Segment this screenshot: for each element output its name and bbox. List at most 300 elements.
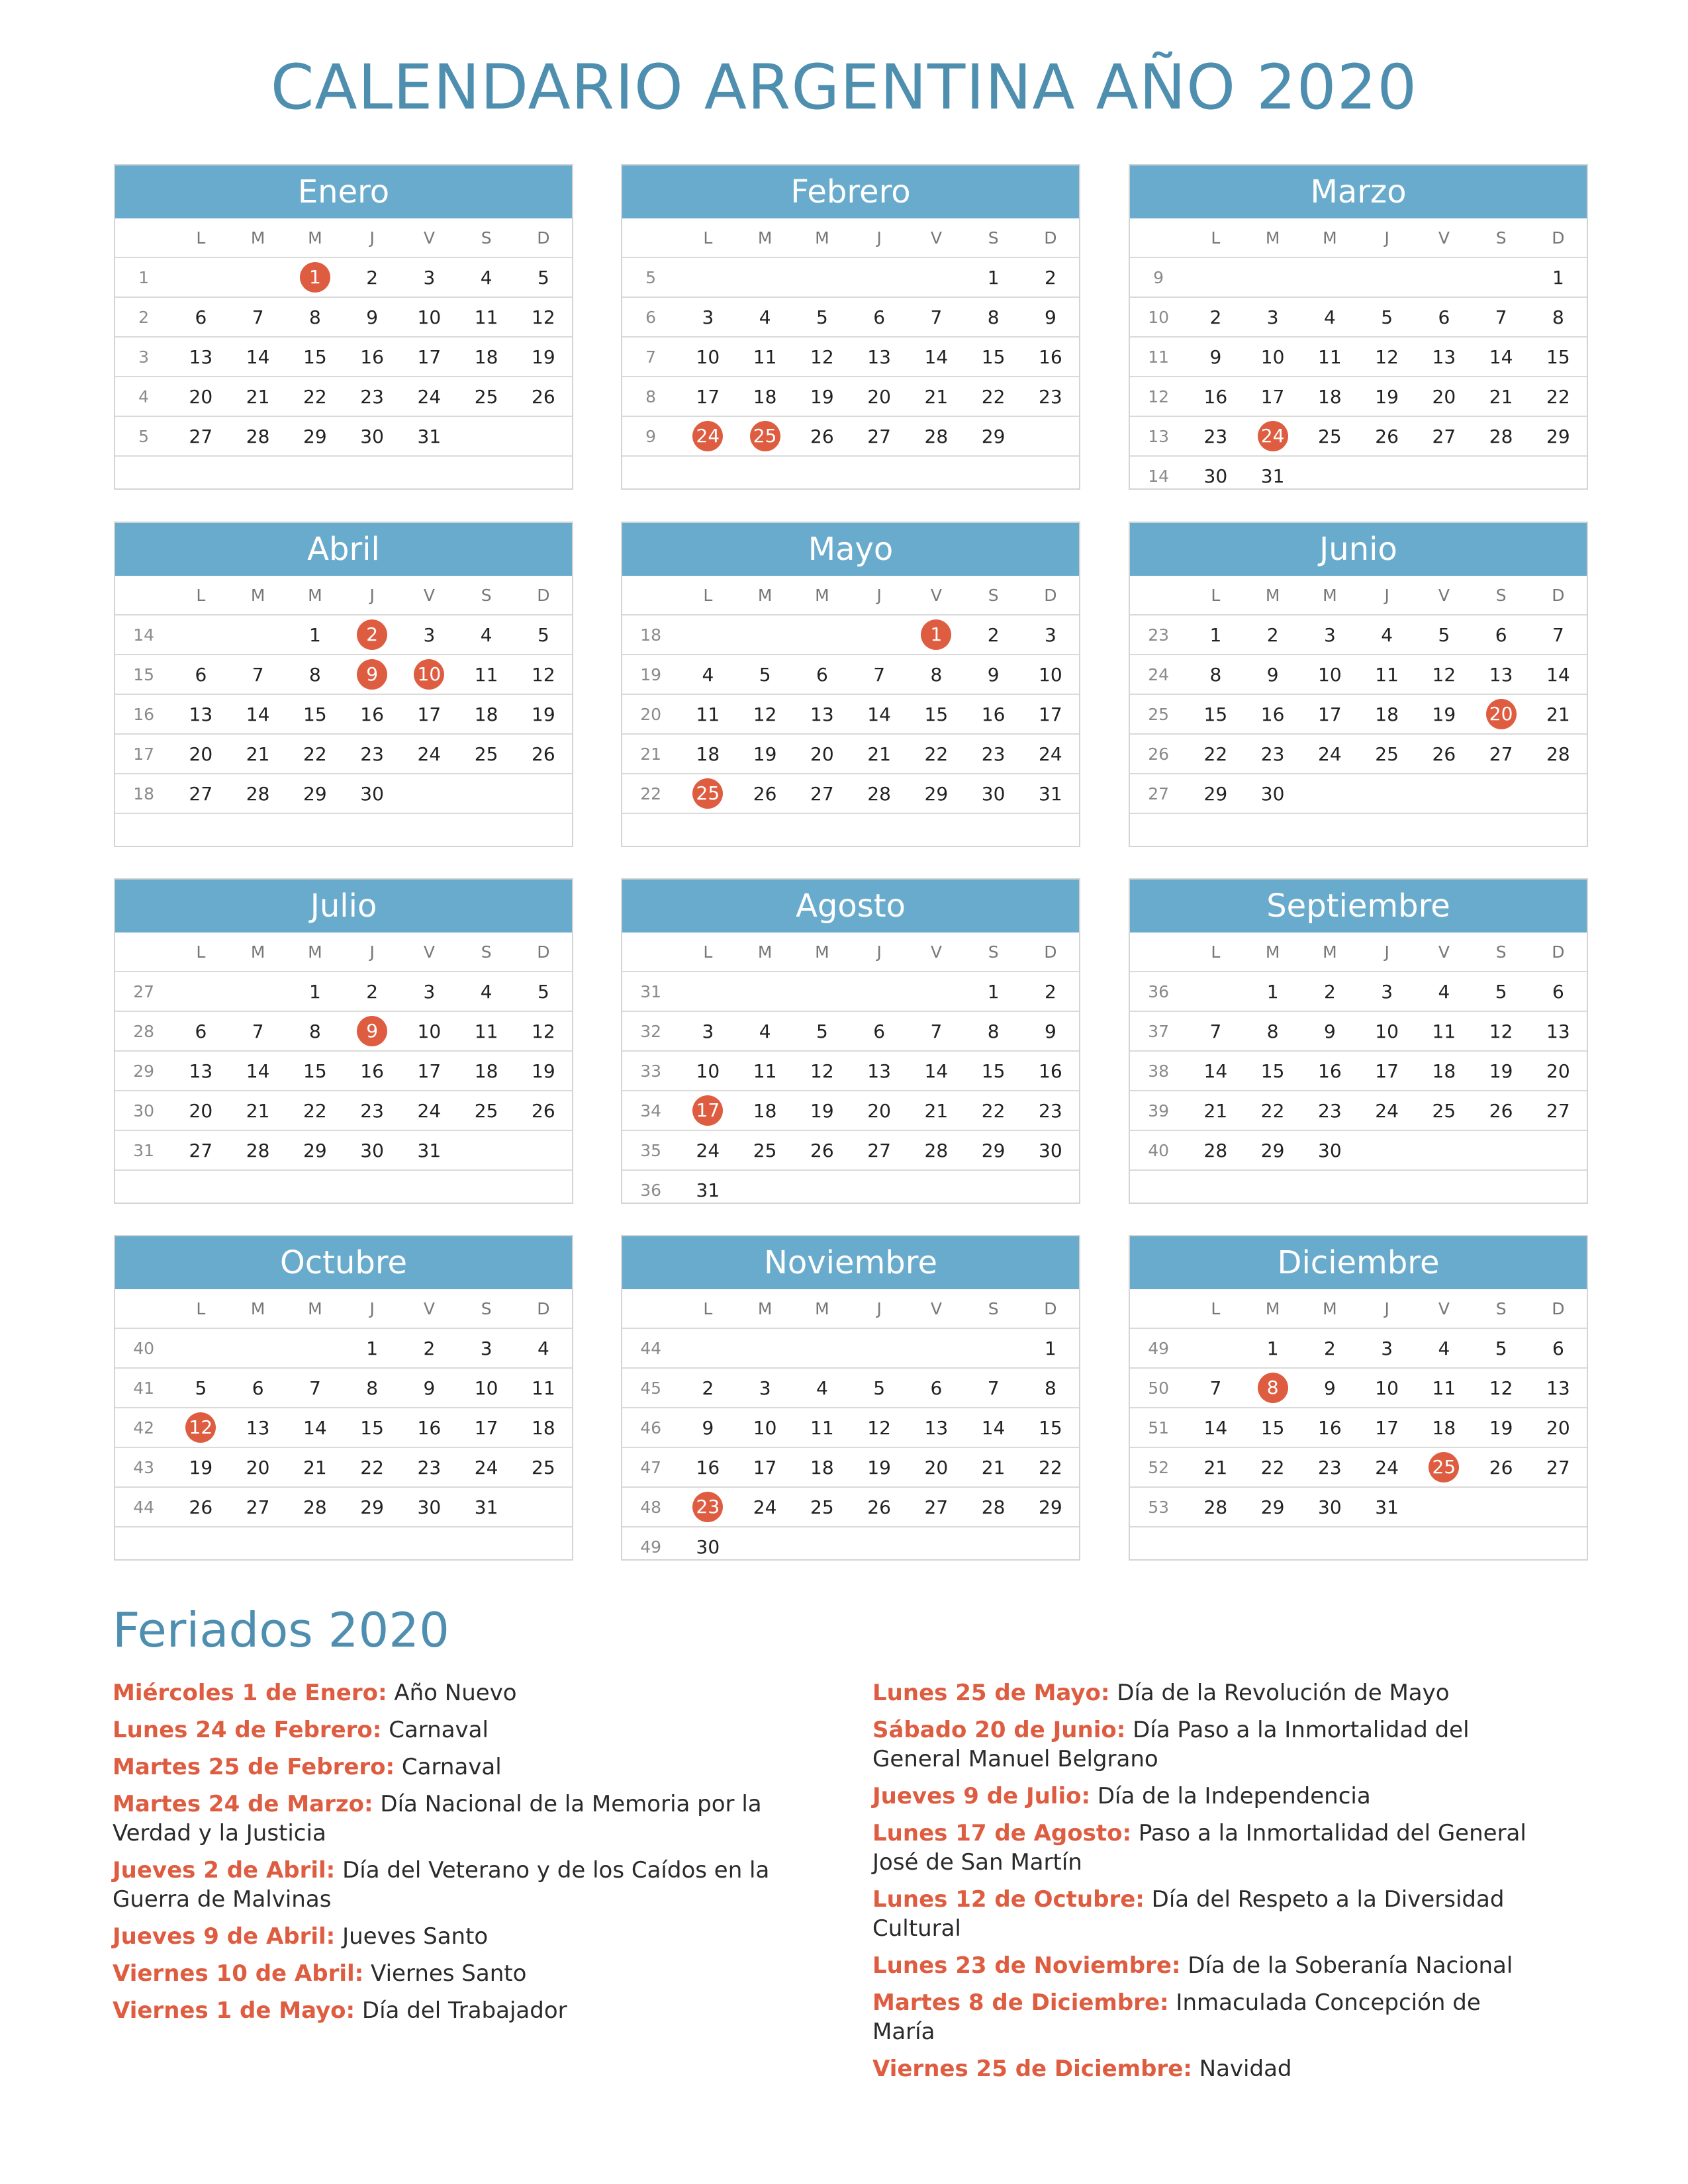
day-cell bbox=[400, 456, 457, 495]
day-cell: 9 bbox=[344, 297, 400, 337]
week-number: 33 bbox=[622, 1051, 679, 1091]
day-cell: 25 bbox=[458, 1091, 515, 1130]
week-number: 16 bbox=[115, 694, 172, 734]
weekday-header-row bbox=[1130, 218, 1587, 257]
day-cell: 7 bbox=[1187, 1011, 1244, 1051]
day-cell: 24 bbox=[400, 1091, 457, 1130]
day-cell: 15 bbox=[1187, 694, 1244, 734]
day-cell: 15 bbox=[1244, 1408, 1301, 1447]
holiday-marker: 23 bbox=[692, 1492, 723, 1522]
weekday-label: D bbox=[1530, 576, 1587, 615]
holiday-marker: 24 bbox=[692, 421, 723, 451]
weekday-label: J bbox=[1358, 933, 1415, 972]
day-cell: 12 bbox=[1473, 1011, 1530, 1051]
day-cell: 6 bbox=[1473, 615, 1530, 655]
feriado-date: Martes 24 de Marzo: bbox=[113, 1791, 373, 1817]
week-row bbox=[115, 1368, 572, 1408]
day-cell: 26 bbox=[515, 1091, 572, 1130]
week-number-header bbox=[115, 218, 172, 257]
day-cell: 26 bbox=[851, 1487, 908, 1527]
week-number: 26 bbox=[1130, 734, 1187, 774]
day-cell bbox=[172, 615, 229, 655]
week-row bbox=[1130, 615, 1587, 655]
day-cell: 5 bbox=[172, 1368, 229, 1408]
day-cell: 18 bbox=[737, 377, 794, 416]
week-row bbox=[115, 456, 572, 495]
day-cell: 12 bbox=[1415, 655, 1472, 694]
day-cell: 8 bbox=[287, 1011, 344, 1051]
week-row bbox=[622, 1408, 1079, 1447]
day-cell bbox=[851, 615, 908, 655]
day-cell: 5 bbox=[794, 1011, 851, 1051]
feriado-item bbox=[113, 1678, 774, 1707]
week-row bbox=[1130, 1170, 1587, 1209]
day-cell bbox=[344, 1170, 400, 1209]
month-table bbox=[115, 1289, 572, 1566]
day-cell bbox=[1301, 1170, 1358, 1209]
week-number bbox=[622, 456, 679, 495]
week-row bbox=[1130, 416, 1587, 456]
day-cell: 22 bbox=[908, 734, 964, 774]
weekday-label: S bbox=[965, 933, 1022, 972]
week-row bbox=[1130, 337, 1587, 377]
day-cell: 12 bbox=[737, 694, 794, 734]
day-cell: 23 bbox=[344, 1091, 400, 1130]
day-cell bbox=[908, 1527, 964, 1566]
day-cell bbox=[679, 972, 736, 1011]
day-cell: 18 bbox=[737, 1091, 794, 1130]
day-cell: 19 bbox=[851, 1447, 908, 1487]
day-cell bbox=[1415, 1447, 1472, 1487]
week-number: 34 bbox=[622, 1091, 679, 1130]
day-cell: 14 bbox=[230, 337, 287, 377]
week-row bbox=[1130, 1130, 1587, 1170]
weekday-label: L bbox=[679, 1289, 736, 1328]
day-cell: 29 bbox=[1022, 1487, 1079, 1527]
day-cell: 20 bbox=[908, 1447, 964, 1487]
weekday-label: S bbox=[1473, 933, 1530, 972]
day-cell bbox=[1473, 1170, 1530, 1209]
day-cell: 31 bbox=[1358, 1487, 1415, 1527]
day-cell bbox=[679, 416, 736, 456]
feriado-date: Viernes 10 de Abril: bbox=[113, 1960, 364, 1987]
week-number-header bbox=[622, 933, 679, 972]
day-cell: 5 bbox=[737, 655, 794, 694]
weekday-label: V bbox=[908, 1289, 964, 1328]
day-cell: 16 bbox=[344, 337, 400, 377]
day-cell: 16 bbox=[344, 694, 400, 734]
week-row bbox=[115, 416, 572, 456]
week-number-header bbox=[1130, 933, 1187, 972]
day-cell: 30 bbox=[344, 1130, 400, 1170]
week-number bbox=[115, 1527, 172, 1566]
week-number-header bbox=[1130, 218, 1187, 257]
day-cell: 13 bbox=[908, 1408, 964, 1447]
month-febrero bbox=[621, 164, 1080, 490]
day-cell: 14 bbox=[965, 1408, 1022, 1447]
day-cell: 21 bbox=[230, 377, 287, 416]
day-cell: 19 bbox=[794, 1091, 851, 1130]
feriado-date: Jueves 9 de Julio: bbox=[872, 1783, 1091, 1809]
week-row bbox=[115, 972, 572, 1011]
day-cell: 3 bbox=[737, 1368, 794, 1408]
day-cell bbox=[794, 615, 851, 655]
feriado-name: Día Nacional de la Memoria por la Verdad y la Justicia bbox=[113, 1791, 762, 1846]
day-cell: 13 bbox=[1530, 1368, 1587, 1408]
day-cell: 12 bbox=[1358, 337, 1415, 377]
week-row bbox=[115, 1091, 572, 1130]
feriado-name: Navidad bbox=[1192, 2056, 1292, 2082]
day-cell: 22 bbox=[1244, 1091, 1301, 1130]
week-number-header bbox=[115, 576, 172, 615]
week-number-header bbox=[115, 1289, 172, 1328]
week-row bbox=[1130, 972, 1587, 1011]
weekday-label: M bbox=[230, 218, 287, 257]
day-cell: 23 bbox=[344, 377, 400, 416]
feriado-name: Jueves Santo bbox=[335, 1923, 489, 1950]
day-cell: 22 bbox=[287, 1091, 344, 1130]
day-cell: 9 bbox=[1301, 1011, 1358, 1051]
day-cell bbox=[851, 1527, 908, 1566]
weekday-label: S bbox=[1473, 218, 1530, 257]
weekday-label: J bbox=[344, 576, 400, 615]
weekday-label: L bbox=[172, 933, 229, 972]
month-name: Octubre bbox=[115, 1236, 572, 1289]
page-title: CALENDARIO ARGENTINA AÑO 2020 bbox=[270, 52, 1418, 124]
day-cell: 25 bbox=[458, 734, 515, 774]
day-cell bbox=[1530, 1487, 1587, 1527]
weekday-label: S bbox=[458, 576, 515, 615]
month-abril bbox=[114, 522, 573, 847]
feriado-item bbox=[872, 1885, 1534, 1943]
month-table bbox=[1130, 933, 1587, 1209]
weekday-header-row bbox=[115, 218, 572, 257]
day-cell bbox=[737, 416, 794, 456]
week-row bbox=[622, 1368, 1079, 1408]
week-number: 21 bbox=[622, 734, 679, 774]
day-cell: 27 bbox=[1473, 734, 1530, 774]
feriado-item bbox=[113, 1790, 774, 1848]
day-cell: 16 bbox=[1301, 1408, 1358, 1447]
day-cell bbox=[230, 1170, 287, 1209]
day-cell: 10 bbox=[458, 1368, 515, 1408]
day-cell: 21 bbox=[1473, 377, 1530, 416]
day-cell: 25 bbox=[794, 1487, 851, 1527]
week-row bbox=[115, 615, 572, 655]
day-cell: 13 bbox=[1415, 337, 1472, 377]
day-cell bbox=[287, 1328, 344, 1368]
day-cell bbox=[1473, 694, 1530, 734]
day-cell: 16 bbox=[1244, 694, 1301, 734]
day-cell bbox=[794, 456, 851, 495]
day-cell bbox=[1473, 1130, 1530, 1170]
day-cell: 4 bbox=[515, 1328, 572, 1368]
week-number: 27 bbox=[1130, 774, 1187, 813]
day-cell: 1 bbox=[1244, 972, 1301, 1011]
day-cell bbox=[1301, 774, 1358, 813]
day-cell: 17 bbox=[400, 1051, 457, 1091]
feriados-title: Feriados 2020 bbox=[113, 1602, 449, 1658]
day-cell bbox=[400, 1527, 457, 1566]
weekday-label: S bbox=[965, 576, 1022, 615]
day-cell: 15 bbox=[1244, 1051, 1301, 1091]
day-cell: 21 bbox=[1187, 1091, 1244, 1130]
day-cell: 14 bbox=[1473, 337, 1530, 377]
holiday-marker: 12 bbox=[185, 1412, 216, 1443]
day-cell: 11 bbox=[515, 1368, 572, 1408]
month-agosto bbox=[621, 878, 1080, 1204]
day-cell bbox=[851, 1170, 908, 1209]
holiday-marker: 25 bbox=[1429, 1452, 1459, 1482]
day-cell: 11 bbox=[458, 297, 515, 337]
week-row bbox=[622, 456, 1079, 495]
weekday-label: M bbox=[1301, 576, 1358, 615]
day-cell: 16 bbox=[965, 694, 1022, 734]
day-cell: 8 bbox=[965, 297, 1022, 337]
weekday-label: M bbox=[1301, 218, 1358, 257]
week-number: 37 bbox=[1130, 1011, 1187, 1051]
day-cell: 15 bbox=[908, 694, 964, 734]
day-cell: 26 bbox=[515, 377, 572, 416]
day-cell bbox=[737, 1328, 794, 1368]
day-cell bbox=[679, 813, 736, 852]
day-cell: 7 bbox=[230, 655, 287, 694]
week-row bbox=[1130, 377, 1587, 416]
day-cell bbox=[965, 1328, 1022, 1368]
feriado-item bbox=[113, 1856, 774, 1914]
day-cell: 25 bbox=[515, 1447, 572, 1487]
week-row bbox=[622, 416, 1079, 456]
day-cell bbox=[737, 257, 794, 297]
day-cell: 1 bbox=[1022, 1328, 1079, 1368]
day-cell bbox=[794, 1170, 851, 1209]
week-row bbox=[115, 1487, 572, 1527]
week-number: 24 bbox=[1130, 655, 1187, 694]
week-number: 13 bbox=[1130, 416, 1187, 456]
day-cell: 20 bbox=[851, 1091, 908, 1130]
day-cell: 8 bbox=[344, 1368, 400, 1408]
weekday-label: L bbox=[172, 576, 229, 615]
day-cell bbox=[1187, 813, 1244, 852]
weekday-label: M bbox=[1244, 933, 1301, 972]
weekday-label: M bbox=[794, 576, 851, 615]
holiday-marker: 1 bbox=[300, 262, 330, 293]
day-cell: 2 bbox=[1022, 257, 1079, 297]
day-cell bbox=[230, 456, 287, 495]
weekday-label: J bbox=[851, 933, 908, 972]
day-cell bbox=[1022, 416, 1079, 456]
day-cell: 4 bbox=[794, 1368, 851, 1408]
day-cell: 3 bbox=[400, 615, 457, 655]
day-cell bbox=[679, 1091, 736, 1130]
day-cell bbox=[965, 1527, 1022, 1566]
day-cell: 23 bbox=[1022, 1091, 1079, 1130]
day-cell bbox=[1301, 456, 1358, 495]
week-row bbox=[1130, 1328, 1587, 1368]
day-cell: 29 bbox=[344, 1487, 400, 1527]
day-cell: 16 bbox=[344, 1051, 400, 1091]
day-cell: 1 bbox=[287, 615, 344, 655]
day-cell: 1 bbox=[965, 257, 1022, 297]
week-row bbox=[622, 377, 1079, 416]
day-cell: 10 bbox=[400, 1011, 457, 1051]
day-cell: 26 bbox=[515, 734, 572, 774]
weekday-label: L bbox=[172, 218, 229, 257]
week-row bbox=[622, 615, 1079, 655]
week-row bbox=[1130, 1408, 1587, 1447]
day-cell: 6 bbox=[851, 297, 908, 337]
week-row bbox=[1130, 694, 1587, 734]
day-cell: 27 bbox=[851, 416, 908, 456]
weekday-label: L bbox=[1187, 933, 1244, 972]
day-cell bbox=[344, 813, 400, 852]
day-cell: 19 bbox=[794, 377, 851, 416]
day-cell: 24 bbox=[1358, 1091, 1415, 1130]
day-cell: 29 bbox=[287, 416, 344, 456]
day-cell: 6 bbox=[230, 1368, 287, 1408]
weekday-label: L bbox=[679, 933, 736, 972]
feriado-date: Martes 8 de Diciembre: bbox=[872, 1989, 1169, 2016]
day-cell: 24 bbox=[400, 734, 457, 774]
day-cell bbox=[230, 1328, 287, 1368]
month-name: Agosto bbox=[622, 880, 1079, 933]
day-cell bbox=[230, 972, 287, 1011]
day-cell: 18 bbox=[794, 1447, 851, 1487]
day-cell bbox=[737, 1527, 794, 1566]
holiday-marker: 9 bbox=[357, 659, 387, 690]
day-cell bbox=[737, 972, 794, 1011]
day-cell: 30 bbox=[965, 774, 1022, 813]
day-cell: 3 bbox=[400, 972, 457, 1011]
day-cell: 21 bbox=[1530, 694, 1587, 734]
day-cell: 29 bbox=[908, 774, 964, 813]
day-cell: 22 bbox=[965, 377, 1022, 416]
month-table bbox=[622, 576, 1079, 852]
weekday-label: J bbox=[1358, 576, 1415, 615]
day-cell: 18 bbox=[458, 337, 515, 377]
day-cell: 5 bbox=[1358, 297, 1415, 337]
month-table bbox=[115, 218, 572, 495]
week-number: 23 bbox=[1130, 615, 1187, 655]
day-cell bbox=[965, 813, 1022, 852]
day-cell: 6 bbox=[1415, 297, 1472, 337]
weekday-label: D bbox=[515, 576, 572, 615]
day-cell bbox=[172, 1408, 229, 1447]
day-cell: 7 bbox=[908, 1011, 964, 1051]
day-cell bbox=[1358, 813, 1415, 852]
day-cell: 10 bbox=[1301, 655, 1358, 694]
day-cell bbox=[679, 1487, 736, 1527]
weekday-label: V bbox=[908, 933, 964, 972]
day-cell: 17 bbox=[1301, 694, 1358, 734]
week-number: 40 bbox=[115, 1328, 172, 1368]
month-noviembre bbox=[621, 1235, 1080, 1561]
week-number bbox=[1130, 1170, 1187, 1209]
day-cell: 8 bbox=[1187, 655, 1244, 694]
feriado-date: Sábado 20 de Junio: bbox=[872, 1717, 1126, 1743]
day-cell: 24 bbox=[679, 1130, 736, 1170]
week-number: 38 bbox=[1130, 1051, 1187, 1091]
week-number: 10 bbox=[1130, 297, 1187, 337]
weekday-label: M bbox=[287, 218, 344, 257]
day-cell: 20 bbox=[1530, 1051, 1587, 1091]
day-cell: 18 bbox=[1415, 1051, 1472, 1091]
day-cell: 1 bbox=[1187, 615, 1244, 655]
day-cell: 15 bbox=[1022, 1408, 1079, 1447]
day-cell bbox=[1244, 257, 1301, 297]
day-cell: 22 bbox=[1187, 734, 1244, 774]
day-cell bbox=[1187, 972, 1244, 1011]
day-cell bbox=[1415, 1170, 1472, 1209]
day-cell: 1 bbox=[1530, 257, 1587, 297]
week-row bbox=[115, 734, 572, 774]
day-cell: 9 bbox=[400, 1368, 457, 1408]
day-cell: 6 bbox=[908, 1368, 964, 1408]
weekday-label: M bbox=[1301, 933, 1358, 972]
day-cell: 4 bbox=[1358, 615, 1415, 655]
weekday-label: J bbox=[851, 576, 908, 615]
day-cell bbox=[1473, 1487, 1530, 1527]
day-cell: 4 bbox=[1415, 972, 1472, 1011]
day-cell: 14 bbox=[1187, 1051, 1244, 1091]
day-cell: 3 bbox=[1244, 297, 1301, 337]
day-cell bbox=[172, 813, 229, 852]
weekday-label: S bbox=[458, 218, 515, 257]
holiday-marker: 25 bbox=[750, 421, 780, 451]
week-row bbox=[622, 337, 1079, 377]
day-cell: 7 bbox=[1473, 297, 1530, 337]
feriado-date: Miércoles 1 de Enero: bbox=[113, 1680, 387, 1706]
day-cell: 5 bbox=[794, 297, 851, 337]
day-cell: 11 bbox=[1301, 337, 1358, 377]
day-cell: 19 bbox=[1415, 694, 1472, 734]
day-cell: 16 bbox=[1187, 377, 1244, 416]
day-cell: 22 bbox=[1022, 1447, 1079, 1487]
week-number: 9 bbox=[1130, 257, 1187, 297]
weekday-header-row bbox=[1130, 576, 1587, 615]
month-name: Marzo bbox=[1130, 165, 1587, 218]
feriado-name: Carnaval bbox=[381, 1717, 489, 1743]
week-number bbox=[1130, 1527, 1187, 1566]
day-cell bbox=[1473, 456, 1530, 495]
month-name: Diciembre bbox=[1130, 1236, 1587, 1289]
day-cell: 19 bbox=[515, 337, 572, 377]
day-cell: 19 bbox=[1358, 377, 1415, 416]
feriado-name: Carnaval bbox=[395, 1754, 502, 1780]
day-cell bbox=[851, 456, 908, 495]
weekday-label: M bbox=[1244, 218, 1301, 257]
feriado-date: Lunes 23 de Noviembre: bbox=[872, 1952, 1181, 1979]
day-cell: 26 bbox=[1473, 1091, 1530, 1130]
day-cell: 21 bbox=[908, 1091, 964, 1130]
day-cell: 2 bbox=[344, 972, 400, 1011]
day-cell: 15 bbox=[965, 1051, 1022, 1091]
week-row bbox=[622, 655, 1079, 694]
month-enero bbox=[114, 164, 573, 490]
day-cell bbox=[1244, 1527, 1301, 1566]
day-cell: 27 bbox=[172, 1130, 229, 1170]
day-cell bbox=[851, 813, 908, 852]
weekday-label: D bbox=[1022, 218, 1079, 257]
day-cell bbox=[230, 257, 287, 297]
day-cell: 13 bbox=[172, 1051, 229, 1091]
week-row bbox=[1130, 734, 1587, 774]
day-cell: 3 bbox=[1301, 615, 1358, 655]
day-cell: 11 bbox=[737, 337, 794, 377]
day-cell: 28 bbox=[1187, 1487, 1244, 1527]
feriado-date: Viernes 1 de Mayo: bbox=[113, 1997, 355, 2024]
day-cell bbox=[1022, 1527, 1079, 1566]
